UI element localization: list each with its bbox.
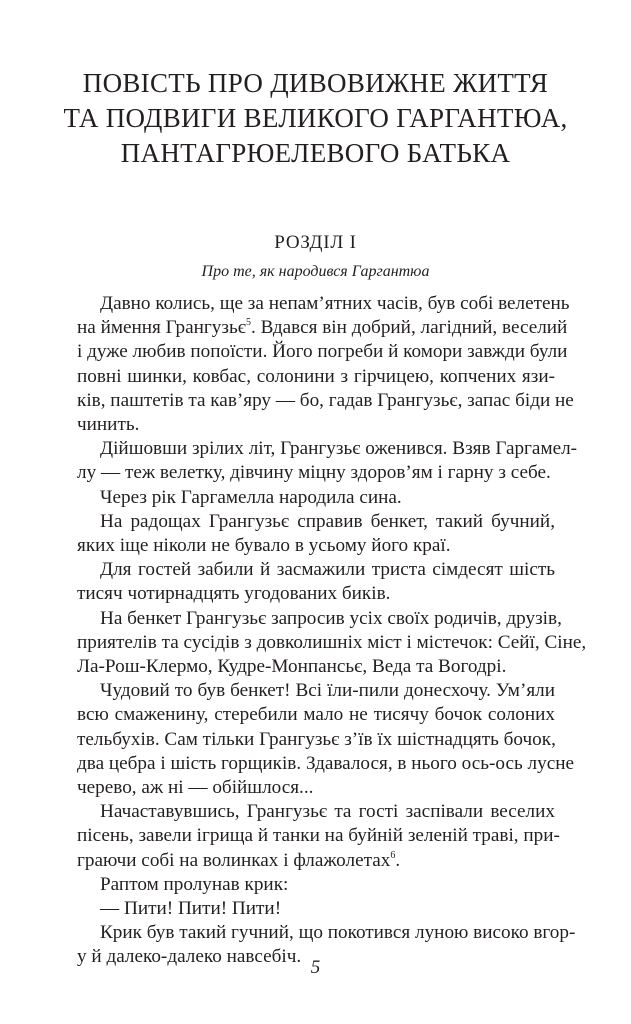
text-line-content: Дійшовши зрілих літ, Грангузьє оженився. Взяв Гаргамел-	[100, 438, 578, 460]
text-line-content: тисяч чотирнадцять угодованих биків.	[77, 583, 391, 605]
text-line-content: Раптом пролунав крик:	[100, 873, 289, 895]
text-line-content: Начаставувшись, Грангузьє та гості заспівали веселих	[100, 801, 555, 823]
text-line	[77, 437, 578, 461]
text-line	[77, 752, 575, 776]
text-line	[77, 607, 562, 631]
text-line	[77, 728, 555, 752]
page-number: 5	[310, 957, 321, 978]
text-line-continuation: . Вдався він добрий, лагідний, веселий	[250, 317, 568, 339]
text-line-content: приятелів та сусідів з довколишніх міст і містечок: Сейї, Сіне,	[77, 631, 587, 653]
text-line	[77, 873, 555, 897]
text-line-content: граючи собі на волинках і флажолетах	[77, 849, 391, 871]
story-title-line: ТА ПОДВИГИ ВЕЛИКОГО ГАРГАНТЮА,	[63, 103, 568, 133]
text-line	[77, 921, 576, 945]
text-line-continuation: .	[395, 849, 401, 871]
text-line	[77, 461, 555, 485]
text-line-content: Крик був такий гучний, що покотився луною високо вгор-	[100, 922, 576, 944]
text-line-content: пісень, завели ігрища й танки на буйній зеленій траві, при-	[77, 825, 560, 847]
text-line	[77, 292, 570, 316]
text-line-content: Через рік Гаргамелла народила сина.	[100, 486, 402, 508]
story-title-line: ПАНТАГРЮЕЛЕВОГО БАТЬКА	[120, 138, 511, 168]
story-title	[40, 66, 591, 171]
text-line	[77, 703, 555, 727]
text-line-content: На бенкет Грангузьє запросив усіх своїх родичів, друзів,	[100, 607, 562, 629]
text-line	[77, 389, 574, 413]
footnote-marker: 6	[390, 849, 396, 861]
text-line-content: — Пити! Пити! Пити!	[100, 898, 282, 920]
text-line-content: черево, аж ні — обійшлося...	[77, 777, 314, 799]
text-line	[77, 800, 555, 824]
text-line-content: повні шинки, ковбас, солонини з гірчицею, копчених язи-	[77, 365, 555, 387]
text-line	[77, 582, 555, 606]
text-line	[77, 824, 560, 848]
story-title-line: ПОВІСТЬ ПРО ДИВОВИЖНЕ ЖИТТЯ	[82, 68, 549, 98]
footnote-marker: 5	[245, 317, 251, 329]
text-line	[77, 655, 555, 679]
text-line-content: тельбухів. Сам тільки Грангузьє з’їв їх шістнадцять бочок,	[77, 728, 556, 750]
chapter-heading: РОЗДІЛ I	[274, 232, 357, 253]
text-line	[77, 776, 555, 800]
text-line	[77, 340, 568, 364]
text-line-content: Чудовий то був бенкет! Всі їли-пили донесхочу. Ум’яли	[100, 680, 555, 702]
text-line	[77, 897, 555, 921]
text-line-content: На радощах Грангузьє справив бенкет, такий бучний,	[100, 510, 555, 532]
text-line-content: Давно колись, ще за непам’ятних часів, був собі велетень	[100, 293, 570, 314]
text-line	[77, 365, 555, 389]
text-line-content: і дуже любив попоїсти. Його погреби й комори завжди були	[77, 341, 568, 363]
text-line-content: яких іще ніколи не бувало в усьому його краї.	[77, 535, 451, 557]
text-line-content: Для гостей забили й засмажили триста сімдесят шість	[100, 559, 555, 581]
text-line	[77, 631, 587, 655]
text-line-content: на ймення Грангузьє	[77, 317, 246, 339]
text-line-content: два цебра і шість горщиків. Здавалося, в нього ось-ось лусне	[77, 752, 575, 774]
text-line	[77, 849, 555, 873]
text-line	[77, 679, 555, 703]
chapter-body	[77, 292, 587, 970]
text-line-content: ків, паштетів та кав’яру — бо, гадав Грангузьє, запас біди не	[77, 389, 574, 411]
text-line	[77, 510, 555, 534]
text-line-content: всю смаженину, стеребили мало не тисячу бочок солоних	[77, 704, 555, 726]
text-line-content: чинить.	[77, 414, 140, 436]
chapter-subtitle: Про те, як народився Гаргантюа	[201, 263, 430, 280]
text-line	[77, 316, 568, 340]
text-line-content: Ла-Рош-Клермо, Кудре-Монпансьє, Веда та Вогодрі.	[77, 656, 507, 678]
text-line	[77, 413, 555, 437]
text-line-content: у й далеко-далеко навсебіч.	[77, 946, 302, 968]
text-line-content: лу — теж велетку, дівчину міцну здоров’ям і гарну з себе.	[77, 462, 551, 484]
text-line	[77, 534, 555, 558]
text-line	[77, 558, 555, 582]
text-line	[77, 486, 555, 510]
